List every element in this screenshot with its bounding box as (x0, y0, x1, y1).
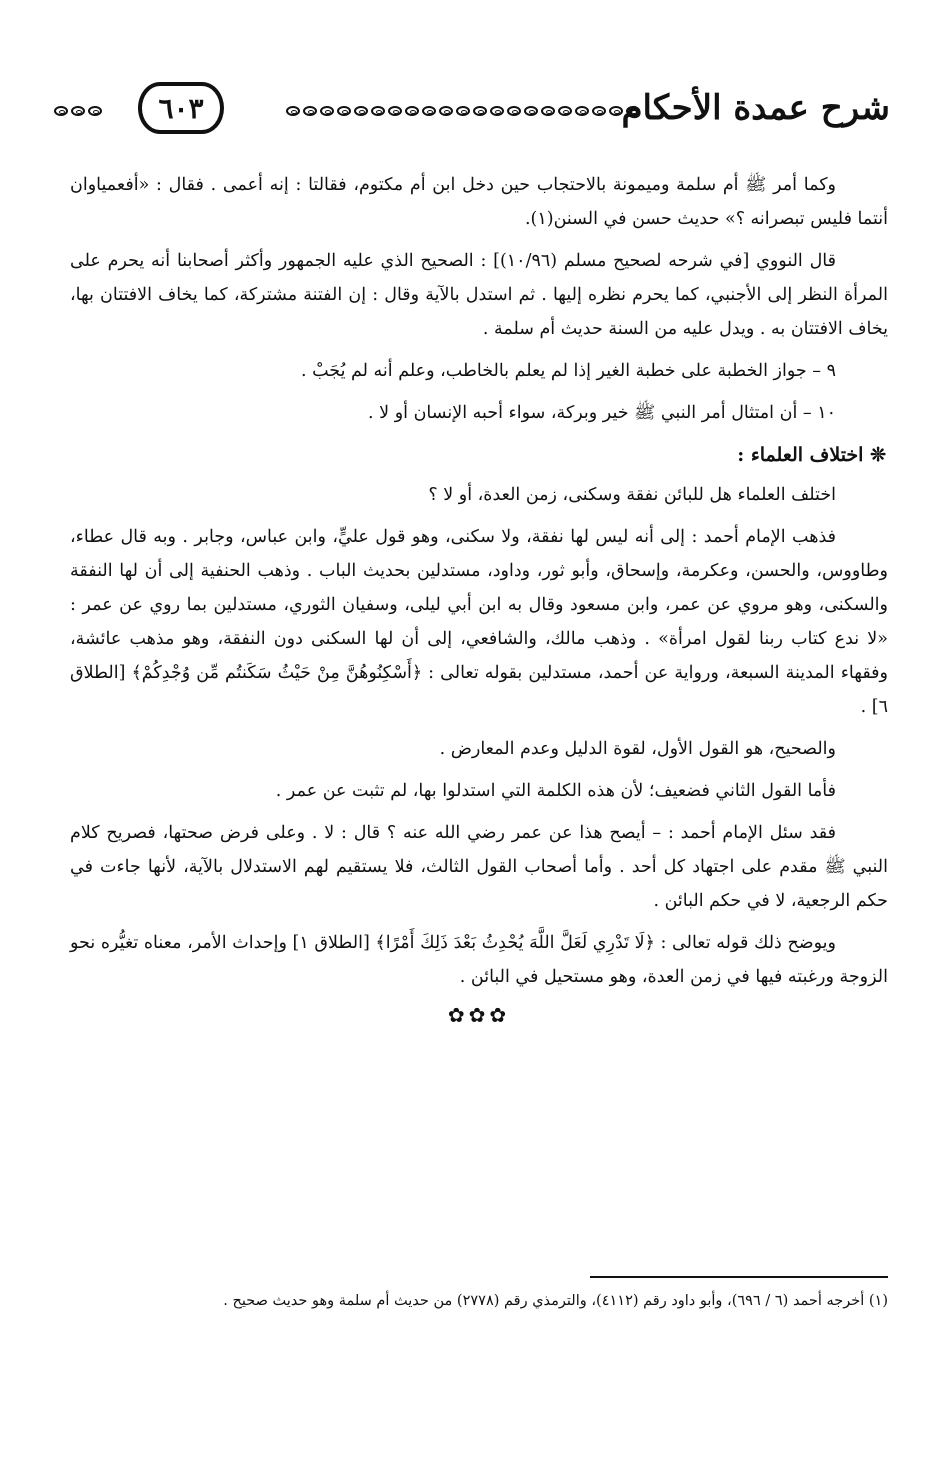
list-item: ٩ – جواز الخطبة على خطبة الغير إذا لم يعلم بالخاطب، وعلم أنه لم يُجَبْ . (300, 361, 836, 381)
paragraph: فذهب الإمام أحمد : إلى أنه ليس لها نفقة، ولا سكنى، وهو قول عليٍّ، وابن عباس، وجابر . وبه قال عطاء، وطاووس، والحسن، وعكرمة، وإسحاق، وأبو ثور، وداود، مستدلين بحديث الباب . وذهب الحنفية إلى أن لها النفقة والسكنى، وهو مروي عن عمر، وابن مسعود وقال به ابن أبي ليلى، وسفيان الثوري، مستدلين بما روي عن عمر : «لا ندع كتاب ربنا لقول امرأة» . وذهب مالك، والشافعي، إلى أن لها السكنى دون النفقة، وهو مذهب عائشة، وفقهاء المدينة السبعة، ورواية عن أحمد، مستدلين بقوله تعالى : ﴿أَسْكِنُوهُنَّ مِنْ حَيْثُ سَكَنتُم مِّن وُجْدِكُمْ﴾ [الطلاق ٦] . (70, 527, 888, 717)
paragraph: فقد سئل الإمام أحمد : – أيصح هذا عن عمر رضي الله عنه ؟ قال : لا . وعلى فرض صحتها، فصريح كلام النبي ﷺ مقدم على اجتهاد كل أحد . وأما أصحاب القول الثالث، فلا يستقيم لهم الاستدلال بالآية، لأنها جاءت في حكم الرجعية، لا في حكم البائن . (70, 823, 888, 911)
ornament-icon (609, 106, 623, 116)
page-number: ٦٠٣ (138, 82, 224, 134)
footnote-divider (590, 1276, 888, 1278)
ornament-icon (320, 106, 334, 116)
ornament-icon (558, 106, 572, 116)
header-ornament-long (286, 106, 640, 116)
ornament-icon (388, 106, 402, 116)
ornament-icon (592, 106, 606, 116)
ornament-icon (405, 106, 419, 116)
list-item: ١٠ – أن امتثال أمر النبي ﷺ خير وبركة، سواء أحبه الإنسان أو لا . (368, 403, 836, 423)
ornament-icon (54, 106, 68, 116)
ornament-icon (286, 106, 300, 116)
ornament-icon (524, 106, 538, 116)
ornament-icon (456, 106, 470, 116)
ornament-icon (337, 106, 351, 116)
ornament-icon (490, 106, 504, 116)
ornament-icon (371, 106, 385, 116)
paragraph: وكما أمر ﷺ أم سلمة وميمونة بالاحتجاب حين دخل ابن أم مكتوم، فقالتا : إنه أعمى . فقال : «أفعمياوان أنتما فليس تبصرانه ؟» حديث حسن في السنن(١). (70, 175, 888, 229)
paragraph: فأما القول الثاني فضعيف؛ لأن هذه الكلمة التي استدلوا بها، لم تثبت عن عمر . (275, 781, 836, 801)
main-text (70, 168, 888, 1032)
ornament-icon (507, 106, 521, 116)
ornament-icon (541, 106, 555, 116)
ornament-icon (575, 106, 589, 116)
footnote: (١) أخرجه أحمد (٦ / ٦٩٦)، وأبو داود رقم (٤١١٢)، والترمذي رقم (٢٧٧٨) من حديث أم سلمة وهو حديث صحيح . (223, 1293, 888, 1309)
ornament-icon (473, 106, 487, 116)
book-title: شرح عمدة الأحكام (621, 88, 890, 128)
header-ornament-short (54, 106, 102, 116)
ornament-icon (439, 106, 453, 116)
ornament-icon (303, 106, 317, 116)
ornament-icon (422, 106, 436, 116)
ornament-icon (88, 106, 102, 116)
page-header (50, 82, 890, 152)
ornament-icon (626, 106, 640, 116)
section-heading: ❊ اختلاف العلماء : (737, 444, 886, 466)
ornament-icon (71, 106, 85, 116)
section-end-ornament: ✿✿✿ (447, 1003, 511, 1027)
ornament-icon (354, 106, 368, 116)
paragraph: والصحيح، هو القول الأول، لقوة الدليل وعدم المعارض . (439, 739, 836, 759)
paragraph: اختلف العلماء هل للبائن نفقة وسكنى، زمن العدة، أو لا ؟ (428, 485, 836, 505)
paragraph: ويوضح ذلك قوله تعالى : ﴿لَا تَدْرِي لَعَلَّ اللَّهَ يُحْدِثُ بَعْدَ ذَلِكَ أَمْرًا﴾ [الطلاق ١] وإحداث الأمر، معناه تغيُّره نحو الزوجة ورغبته فيها في زمن العدة، وهو مستحيل في البائن . (70, 933, 888, 987)
paragraph: قال النووي [في شرحه لصحيح مسلم (١٠/٩٦)] : الصحيح الذي عليه الجمهور وأكثر أصحابنا أنه يحرم على المرأة النظر إلى الأجنبي، كما يحرم نظره إليها . ثم استدل بالآية وقال : إن الفتنة مشتركة، كما يخاف الافتتان بها، يخاف الافتتان به . ويدل عليه من السنة حديث أم سلمة . (70, 251, 888, 339)
